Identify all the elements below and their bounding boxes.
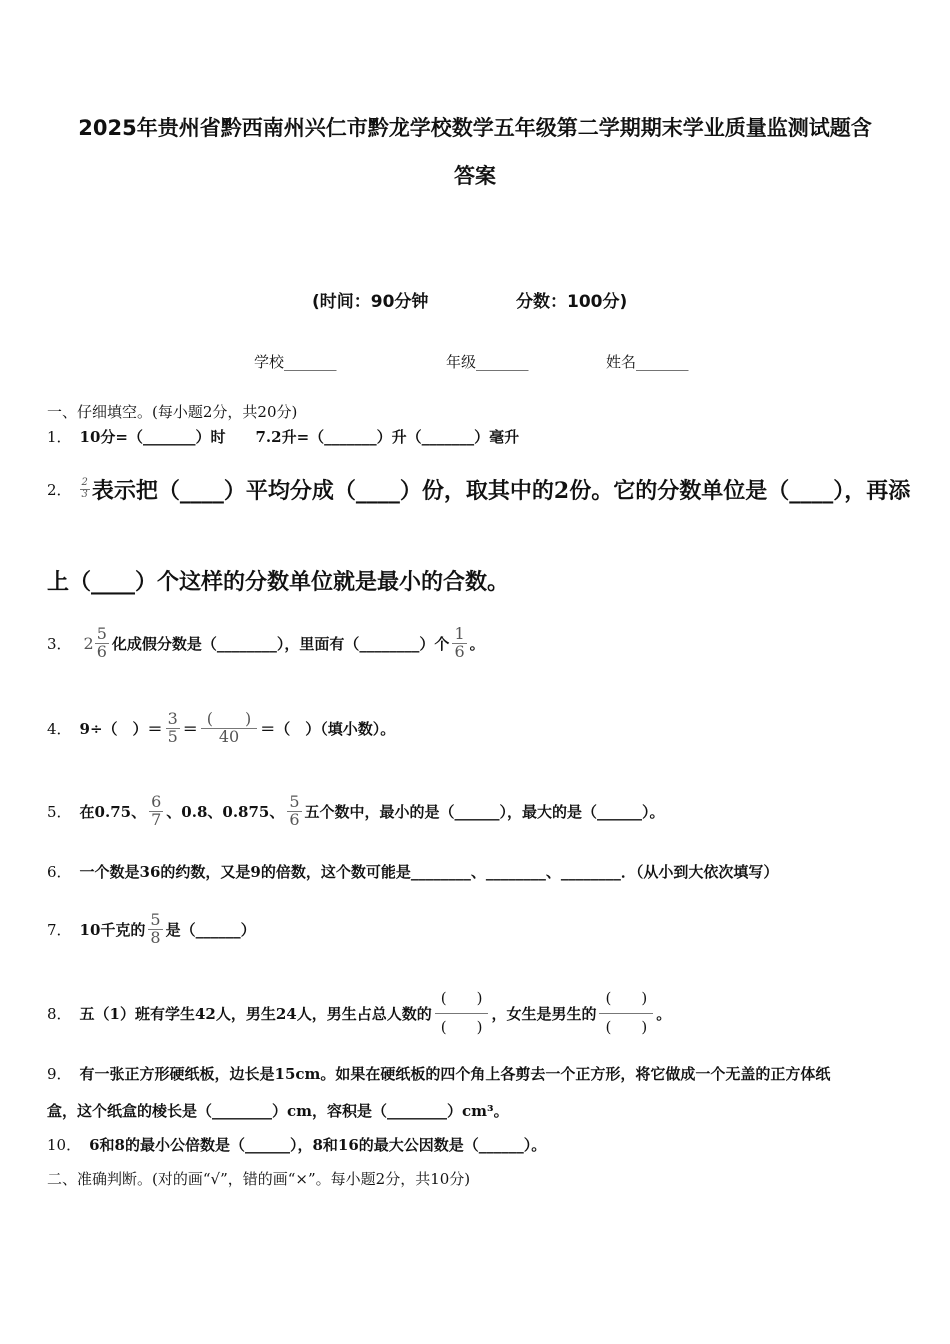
- fraction: [149, 791, 163, 829]
- fraction: [452, 623, 466, 661]
- numerator: 5: [289, 791, 300, 811]
- question-text: 表示把（____）平均分成（____）份，取其中的2份。它的分数单位是（____），再添: [91, 477, 911, 504]
- question-8: [47, 975, 671, 1051]
- denominator: 40: [201, 728, 258, 746]
- question-number: 8．: [47, 1004, 72, 1023]
- question-9: [47, 1063, 830, 1084]
- denominator: 7: [151, 809, 162, 829]
- denominator: 8: [150, 927, 161, 947]
- question-text-end: ＝（ ）（填小数）。: [260, 719, 396, 738]
- numerator: 5: [150, 909, 161, 929]
- question-2: [47, 466, 910, 512]
- question-number: 10．: [47, 1136, 82, 1154]
- question-text: 有一张正方形硬纸板，边长是15cm。如果在硬纸板的四个角上各剪去一个正方形，将它做成一个无盖的正方体纸: [79, 1065, 831, 1083]
- fraction: [166, 708, 180, 746]
- name-field: 姓名_______: [606, 353, 689, 371]
- numerator: 1: [454, 623, 465, 643]
- question-10: [47, 1134, 546, 1155]
- school-field: 学校_______: [254, 353, 337, 371]
- page-title-cont: 答案: [454, 164, 496, 188]
- numerator: 2: [81, 477, 88, 488]
- page-title: 2025年贵州省黔西南州兴仁市黔龙学校数学五年级第二学期期末学业质量监测试题含: [78, 116, 872, 140]
- question-3: [47, 608, 485, 678]
- question-number: 1．: [47, 428, 72, 446]
- fraction: [201, 708, 258, 746]
- question-number: 7．: [47, 920, 72, 939]
- question-1: [47, 426, 519, 447]
- question-9-cont: 盒，这个纸盒的棱长是（________）cm，容积是（________）cm³。: [47, 1102, 509, 1120]
- exam-score: 分数：100分): [516, 292, 628, 312]
- question-text: 化成假分数是（________），里面有（________）个: [111, 634, 450, 653]
- question-text: 6和8的最小公倍数是（______），8和16的最大公因数是（______）。: [89, 1136, 547, 1154]
- exam-time: (时间：90分钟: [312, 292, 429, 312]
- denominator: 6: [454, 641, 465, 661]
- question-text-end: 是（______）: [165, 920, 256, 939]
- numerator: ( ): [605, 988, 648, 1007]
- denominator: 6: [289, 809, 300, 829]
- fraction: [148, 909, 162, 947]
- question-text: 9÷（ ）＝: [79, 719, 163, 738]
- question-text: 一个数是36的约数，又是9的倍数，这个数可能是________、________、________．（从小到大依次填写）: [79, 863, 779, 881]
- question-text-mid: ，女生是男生的: [491, 1004, 597, 1023]
- question-4: [47, 692, 395, 764]
- grade-field: 年级_______: [446, 353, 529, 371]
- fraction: [287, 791, 301, 829]
- denominator: 5: [167, 726, 178, 746]
- question-text: 五（1）班有学生42人，男生24人，男生占总人数的: [79, 1004, 432, 1023]
- fraction: [599, 988, 653, 1036]
- question-2-cont: 上（____）个这样的分数单位就是最小的合数。: [47, 569, 510, 595]
- question-number: 6．: [47, 863, 72, 881]
- question-6: [47, 861, 778, 882]
- question-text: 10千克的: [79, 920, 146, 939]
- numerator: 3: [167, 708, 178, 728]
- question-text-end: 。: [656, 1004, 672, 1023]
- numerator: 5: [96, 623, 107, 643]
- denominator: ( ): [599, 1013, 653, 1036]
- question-text-mid: 、0.8、0.875、: [166, 802, 285, 821]
- question-text: 10分=（_______）时 7.2升=（_______）升（_______）毫升: [79, 428, 520, 446]
- numerator: ( ): [206, 708, 252, 728]
- question-number: 4．: [47, 719, 72, 738]
- question-5: [47, 775, 665, 847]
- question-text-end: 。: [469, 634, 485, 653]
- question-number: 5．: [47, 802, 72, 821]
- question-number: 2．: [47, 480, 72, 499]
- question-text: 在0.75、: [79, 802, 147, 821]
- fraction: [435, 988, 489, 1036]
- question-7: [47, 893, 256, 965]
- question-number: 9．: [47, 1065, 72, 1083]
- equals-sign: ＝: [182, 719, 198, 738]
- denominator: 3: [81, 488, 88, 500]
- section-1-heading: 一、仔细填空。(每小题2分，共20分): [47, 403, 298, 421]
- numerator: ( ): [440, 988, 483, 1007]
- numerator: 6: [151, 791, 162, 811]
- fraction: [95, 623, 109, 661]
- denominator: ( ): [435, 1013, 489, 1036]
- fraction: [80, 478, 90, 500]
- section-2-heading: 二、准确判断。(对的画“√”，错的画“×”。每小题2分，共10分): [47, 1170, 471, 1188]
- denominator: 6: [96, 641, 107, 661]
- question-text-end: 五个数中，最小的是（______），最大的是（______）。: [304, 802, 665, 821]
- mixed-integer: 2: [83, 633, 94, 653]
- question-number: 3．: [47, 634, 72, 653]
